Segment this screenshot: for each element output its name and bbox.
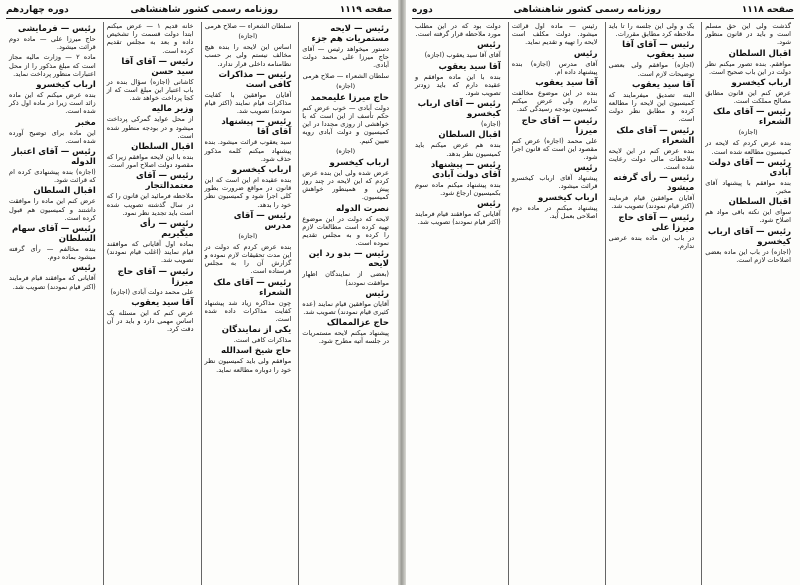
- text-column: [412, 22, 504, 585]
- paragraph: بنده مخالفم — رأی گرفته میشود بماده دوم.: [9, 245, 96, 262]
- speaker-name: رئیس — آقای حاج میرزا: [521, 115, 598, 136]
- paragraph: (بعضی از نمایندگان اظهار موافقت نمودند): [302, 270, 389, 287]
- paragraph: آقایان موافقین قیام فرمایند (اکثر قیام نمودند) تصویب شد.: [608, 194, 695, 211]
- publication-title: روزنامه رسمی کشور شاهنشاهی: [513, 5, 662, 15]
- paragraph: آقایانی که موافقند قیام فرمایند (اکثر قیام نمودند) تصویب شد.: [415, 210, 501, 227]
- speaker-name: اقبال السلطان: [33, 186, 96, 197]
- speaker-name: وزیر مالیه: [151, 104, 194, 115]
- paragraph: رئیس — ماده اول قرائت میشود. دولت مکلف است لایحه را تهیه و تقدیم نماید.: [511, 22, 598, 47]
- parenthetical-note: (اجازه): [238, 32, 258, 41]
- columns: [412, 22, 794, 585]
- paragraph: (اجازه) در باب این ماده بعضی اصلاحات لازم است.: [705, 247, 791, 264]
- paragraph: ماده ۲ — وزارت مالیه مجاز است که مبلغ مذکور را از محل اعتبارات منظور پرداخت نماید.: [9, 53, 96, 78]
- text-column: [605, 22, 698, 585]
- speaker-name: اقبال السلطان: [728, 48, 791, 59]
- speaker-name: رئیس: [477, 199, 501, 210]
- paragraph: آقایان موافقین با کفایت مذاکرات قیام نمایند (اکثر قیام نمودند) تصویب شد.: [204, 90, 292, 116]
- speaker-name: رئیس — آقای دولت آبادی: [708, 157, 791, 178]
- speaker-name: رئیس — فرمایشی: [18, 24, 96, 34]
- speaker-name: اقبال السلطان: [131, 142, 194, 153]
- publication-title: روزنامه رسمی کشور شاهنشاهی: [130, 5, 279, 15]
- parenthetical-note: (اجازه): [336, 81, 356, 90]
- speaker-name: رئیس — آقای حاج میرزا علی: [618, 212, 695, 233]
- paragraph: گذشت ولی این حق مسلم است و باید در قانون منظور شود.: [705, 22, 791, 47]
- speaker-name: حاج میرزا علیمحمد: [310, 92, 389, 103]
- paragraph: بنده هم عرض میکنم باید کمیسیون نظر بدهد.: [415, 141, 501, 158]
- text-column: [201, 22, 295, 585]
- paragraph: این ماده برای توضیح آورده شده است.: [9, 128, 96, 145]
- paragraph: از محل عواید گمرکی پرداخت میشود و در بودجه منظور شده است.: [106, 115, 194, 140]
- paragraph: بنده موافقم با پیشنهاد آقای مخبر.: [705, 178, 791, 196]
- paragraph: عرض کنم این ماده را موافقت داشتند و کمیسیون هم قبول کرده است.: [9, 197, 96, 222]
- speaker-name: رئیس — لایحه مستمریات هم جزء: [311, 24, 389, 44]
- speaker-name: رئیس — آقای سهام السلطان: [11, 224, 96, 245]
- speaker-name: مخبر: [75, 117, 96, 128]
- paragraph: (اجازه): [481, 120, 501, 129]
- paragraph: پیشنهاد میکنم لایحه مستمریات در جلسه آتیه مطرح شود.: [302, 329, 389, 346]
- paragraph: خانه قدیم ۱ — عرض میکنم ابتدا دولت قسمت را تشخیص داده و بعد به مجلس تقدیم کرده است.: [106, 22, 194, 55]
- text-column: [103, 22, 197, 585]
- paragraph: بنده پیشنهاد میکنم ماده سوم بکمیسیون ارجاع شود.: [415, 180, 501, 198]
- paragraph: بنده عرض کنم در این لایحه ملاحظات مالی دولت رعایت شده است.: [608, 146, 695, 172]
- speaker-name: رئیس — آقای ملک الشعراء: [713, 107, 791, 128]
- text-column: [508, 22, 601, 585]
- speaker-name: آقا سید یعقوب: [535, 78, 598, 89]
- paragraph: بنده با این ماده موافقم و عقیده دارم که باید زودتر تصویب شود.: [415, 72, 501, 98]
- paragraph: مذاکرات کافی است.: [233, 336, 292, 345]
- page-number: صفحه ۱۱۱۹: [339, 5, 392, 15]
- speaker-name: ارباب کیخسرو: [538, 192, 598, 203]
- speaker-name: رئیس — بدو رد این لایحه: [308, 249, 389, 270]
- paragraph: بنده با این لایحه موافقم زیرا که مقصود دولت اصلاح امور است.: [106, 153, 194, 170]
- text-column: [6, 22, 99, 585]
- paragraph: در باب این ماده بنده عرضی ندارم.: [608, 233, 695, 250]
- paragraph: عرض کنم که این مسئله یک اساس مهمی دارد و باید در آن دقت کرد.: [106, 308, 194, 334]
- page-right: [404, 0, 800, 585]
- speaker-name: رئیس — آقای ارباب کیخسرو: [417, 99, 501, 120]
- text-column: [701, 22, 794, 585]
- paragraph: پیشنهاد آقای ارباب کیخسرو قرائت میشود.: [511, 174, 598, 191]
- paragraph: بنده عرض میکنم که این ماده زائد است زیرا در ماده اول ذکر شده است.: [9, 91, 96, 116]
- parenthetical-note: (اجازه): [238, 231, 258, 240]
- paragraph: سلطان الشعراء — صلاح هرمی: [302, 71, 389, 80]
- speaker-name: یکی از نمایندگان: [221, 325, 292, 336]
- speaker-name: نصرت الدوله: [335, 203, 389, 214]
- paragraph: سلطان الشعراء — صلاح هرمی: [204, 22, 292, 30]
- text-column: [298, 22, 392, 585]
- speaker-name: رئیس — رأی میگیریم: [139, 219, 194, 240]
- paragraph: آقایانی که موافقند قیام فرمایند (اکثر قیام نمودند) تصویب شد.: [9, 274, 96, 291]
- paragraph: عرض کنم این قانون مطابق مصالح مملکت است.: [705, 89, 791, 106]
- page-header: [6, 4, 392, 19]
- paragraph: چون مذاکره زیاد شد پیشنهاد کفایت مذاکرات داده شده است.: [204, 298, 292, 324]
- paragraph: علی محمد دولت آبادی (اجازه): [110, 287, 194, 296]
- speaker-name: رئیس — آقای مدرس: [233, 210, 292, 231]
- speaker-name: رئیس: [72, 263, 96, 274]
- paragraph: سوای این نکته باقی مواد هم اصلاح شود.: [705, 208, 791, 225]
- speaker-name: اقبال السلطان: [728, 197, 791, 208]
- parenthetical-note: (اجازه): [738, 128, 758, 137]
- speaker-name: ارباب کیخسرو: [329, 157, 389, 168]
- paragraph: ملاحظه فرمائید این قانون را که در سال گذشته تصویب شده است باید تجدید نظر نمود.: [106, 192, 194, 217]
- page-number: صفحه ۱۱۱۸: [741, 5, 794, 15]
- speaker-name: رئیس: [573, 48, 598, 59]
- speaker-name: رئیس — آقای ملک الشعراء: [213, 277, 292, 298]
- speaker-name: آقا سید یعقوب: [631, 79, 695, 90]
- columns: [6, 22, 392, 585]
- speaker-name: رئیس — آقای معتمدالتجار: [136, 171, 194, 192]
- speaker-name: رئیس: [477, 40, 501, 51]
- speaker-name: رئیس — آقای ارباب کیخسرو: [707, 226, 791, 247]
- speaker-name: ارباب کیخسرو: [731, 78, 791, 89]
- speaker-name: رئیس — آقای ملک الشعراء: [616, 125, 695, 146]
- speaker-name: رئیس — آقای آقا سید حسن: [121, 56, 194, 77]
- speaker-name: حاج عزالممالک: [326, 318, 389, 329]
- paragraph: عرض شده ولی این بنده عرض کردم که این لایحه در چند روز پیش و همینطور خواهش کمیسیون.: [302, 168, 389, 202]
- speaker-name: اقبال السلطان: [438, 130, 501, 141]
- paragraph: بنده عرض کردم که لایحه در کمیسیون مطالعه شده است.: [705, 139, 791, 156]
- paragraph: بنده در این موضوع مخالفت ندارم ولی عرض میکنم کمیسیون بودجه رسیدگی کند.: [511, 89, 598, 114]
- speaker-name: آقا سید یعقوب: [438, 61, 501, 72]
- paragraph: دولت آبادی — خوب عرض کنم حکم تأسف از این است که با خواهشی از روزی مجددا در این کمیسیون و دولت آبادی رویه تعیین کنیم.: [302, 103, 389, 145]
- parenthetical-note: (اجازه): [336, 146, 356, 155]
- paragraph: سید یعقوب قرائت میشود. بنده پیشنهاد میکنم کلمه مذکور حذف شود.: [204, 138, 292, 163]
- paragraph: بنده عقیده ام این است که این قانون در مواقع ضرورت بطور کلی اجرا شود و کمیسیون نظر خود را بدهد.: [204, 176, 292, 209]
- speaker-name: رئیس — آقای آقا سید یعقوب: [622, 40, 695, 61]
- paragraph: یک و ولی این جلسه را تا باید ملاحظه کرد مطابق مقررات.: [608, 22, 695, 39]
- paragraph: لایحه که دولت در این موضوع تهیه کرده است مطالعات لازم را کرده و به مجلس تقدیم نموده است.: [302, 214, 389, 248]
- paragraph: (اجازه) موافقم ولی بعضی توضیحات لازم است.: [608, 61, 695, 78]
- paragraph: دستور میخواهد رئیس — آقای حاج میرزا علی محمد دولت آبادی.: [302, 45, 389, 70]
- speaker-name: رئیس — آقای حاج میرزا: [117, 266, 194, 287]
- paragraph: بماده اول آقایانی که موافقند قیام نمایند (اغلب قیام نمودند) تصویب شد.: [106, 240, 194, 265]
- paragraph: حاج میرزا علی — ماده دوم قرائت میشود.: [9, 35, 96, 52]
- paragraph: پیشنهاد میکنم در ماده دوم اصلاحی بعمل آید.: [511, 203, 598, 220]
- paragraph: موافقم. بنده تصور میکنم نظر دولت در این باب صحیح است.: [705, 59, 791, 76]
- speaker-name: رئیس — رأی گرفته میشود: [613, 173, 695, 194]
- speaker-name: حاج شیخ اسدالله: [221, 346, 292, 357]
- paragraph: اساس این لایحه را بنده هیچ مخالف نیستم ولی بر حسب نظامنامه داخلی قرار ندارد.: [204, 43, 292, 68]
- speaker-name: رئیس — آقای اعتبار الدوله: [11, 147, 96, 168]
- paragraph: آقای آقا سید یعقوب (اجازه): [424, 51, 501, 60]
- paragraph: موافقم ولی باید کمیسیون نظر خود را دوباره مطالعه نماید.: [204, 357, 292, 374]
- paragraph: البته تصدیق میفرمایند که کمیسیون این لایحه را مطالعه کرده و مطابق نظر دولت است.: [608, 90, 695, 124]
- paragraph: دولت بود که در این مطلب مورد ملاحظه قرار گرفته است.: [415, 22, 501, 39]
- speaker-name: ارباب کیخسرو: [231, 165, 292, 176]
- paragraph: بنده عرض کردم که دولت در این مدت تحقیقات لازم نموده و گزارش آن را به مجلس فرستاده است.: [204, 242, 292, 276]
- session-label: دوره: [412, 5, 433, 15]
- speaker-name: ارباب کیخسرو: [36, 80, 96, 91]
- session-label: دوره چهاردهم: [6, 5, 69, 15]
- page-header: [412, 4, 794, 19]
- speaker-name: رئیس: [573, 163, 598, 174]
- paragraph: آقایان موافقین قیام نمایند (عده کثیری قیام نمودند) تصویب شد.: [302, 299, 389, 317]
- paragraph: آقای مدرس (اجازه) بنده پیشنهاد داده ام.: [511, 59, 598, 76]
- paragraph: علی محمد (اجازه) عرض کنم مقصود این است که قانون اجرا شود.: [511, 136, 598, 162]
- paragraph: (اجازه) بنده پیشنهادی کرده ام که قرائت شود.: [9, 168, 96, 185]
- speaker-name: رئیس — مذاکرات کافی است: [218, 69, 292, 90]
- speaker-name: رئیس: [365, 288, 389, 299]
- speaker-name: رئیس — پیشنهاد آقای دولت آبادی: [430, 159, 501, 180]
- paragraph: کاشانی (اجازه) سؤال بنده در باب اعتبار این مبلغ است که از کجا پرداخت خواهد شد.: [106, 77, 194, 103]
- speaker-name: رئیس — پیشنهاد آقای آقا: [221, 117, 292, 138]
- speaker-name: آقا سید یعقوب: [131, 297, 194, 308]
